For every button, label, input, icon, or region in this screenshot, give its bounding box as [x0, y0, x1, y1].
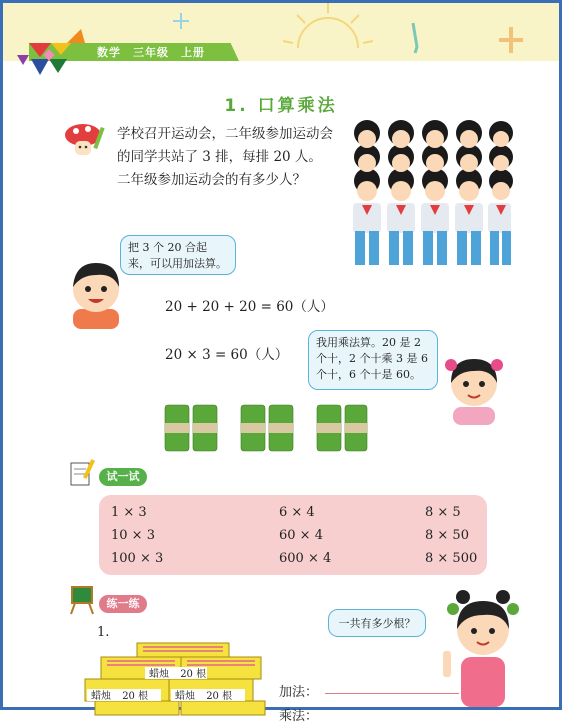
notepad-pencil-icon [67, 457, 97, 487]
candle-box-label: 蜡烛 20 根 [91, 691, 149, 702]
problem-statement: 学校召开运动会，二年级参加运动会的同学共站了 3 排，每排 20 人。二年级参加运动会的有多少人？ [117, 126, 333, 188]
exercise-cell: 8 × 5 [425, 505, 461, 520]
students-group-illustration [345, 119, 511, 267]
stick-bundles-illustration [163, 403, 369, 453]
header-subject-label: 数学 三年级 上册 [97, 46, 205, 59]
exercise-cell: 600 × 4 [279, 551, 332, 566]
practice-item-number: 1. [97, 625, 110, 640]
girl-question-bubble: 一共有多少根？ [328, 609, 426, 637]
exercise-cell: 8 × 50 [425, 528, 469, 543]
exercise-cell: 6 × 4 [279, 505, 315, 520]
addition-equation: 20 + 20 + 20 = 60（人） [165, 299, 334, 315]
exercise-cell: 100 × 3 [111, 551, 164, 566]
sparkle-icon [171, 11, 191, 31]
mushroom-mascot-icon [63, 121, 107, 159]
addition-answer-label: 加法： [279, 685, 319, 700]
exercise-cell: 1 × 3 [111, 505, 147, 520]
boy-speech-bubble: 把 3 个 20 合起来，可以用加法算。 [120, 235, 236, 275]
pencil-sketch-icon [405, 21, 425, 55]
try-exercise-box [99, 495, 487, 575]
girl-pointing-illustration [433, 587, 529, 707]
exercise-cell: 60 × 4 [279, 528, 323, 543]
exercise-cell: 8 × 500 [425, 551, 478, 566]
girl-speech-bubble: 我用乘法算。20 是 2 个十，2 个十乘 3 是 6 个十，6 个十是 60。 [308, 330, 438, 390]
candle-boxes-illustration [81, 639, 271, 713]
girl-character-illustration [441, 351, 507, 425]
try-section-label: 试一试 [99, 468, 147, 486]
exercise-cell: 10 × 3 [111, 528, 155, 543]
easel-board-icon [67, 583, 97, 615]
tangram-logo-icon [9, 25, 91, 75]
addition-answer-line[interactable] [325, 693, 459, 694]
plus-sketch-icon [497, 25, 525, 55]
candle-box-label: 蜡烛 20 根 [175, 691, 233, 702]
boy-character-illustration [65, 259, 127, 329]
practice-section-label: 练一练 [99, 595, 147, 613]
sun-sketch-icon [283, 3, 373, 48]
lesson-title: 1. 口算乘法 [224, 96, 338, 116]
multiplication-answer-label: 乘法： [279, 709, 319, 724]
candle-box-label: 蜡烛 20 根 [149, 669, 207, 680]
multiplication-equation: 20 × 3 = 60（人） [165, 347, 289, 363]
